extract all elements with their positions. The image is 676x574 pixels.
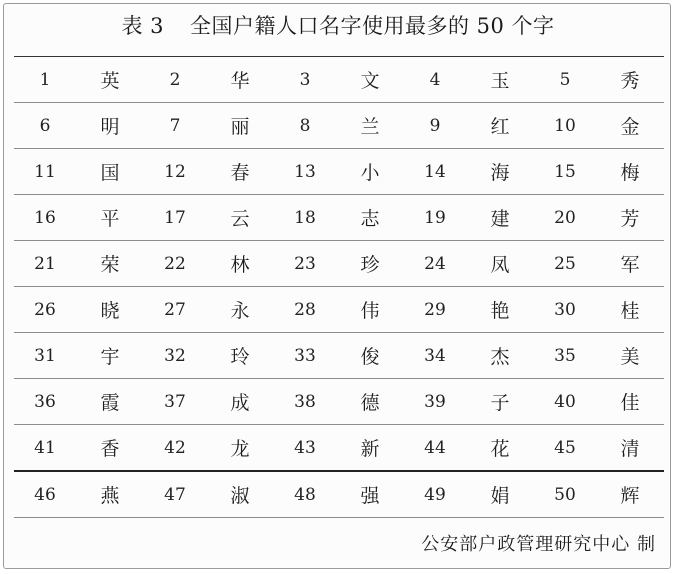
name-character: 华 [206,57,274,103]
name-character: 玲 [206,333,274,379]
name-character: 荣 [76,241,144,287]
name-character: 军 [596,241,664,287]
rank-number: 33 [274,333,336,379]
rank-number: 30 [534,287,596,333]
name-character: 新 [336,425,404,472]
name-character: 珍 [336,241,404,287]
name-character: 国 [76,149,144,195]
rank-number: 40 [534,379,596,425]
rank-number: 12 [144,149,206,195]
table-row [14,103,664,149]
name-character: 春 [206,149,274,195]
name-character: 佳 [596,379,664,425]
name-character: 子 [466,379,534,425]
name-character: 清 [596,425,664,472]
name-character: 金 [596,103,664,149]
table-row [14,195,664,241]
name-character: 霞 [76,379,144,425]
name-character: 香 [76,425,144,472]
rank-number: 1 [14,57,76,103]
rank-number: 16 [14,195,76,241]
rank-number: 24 [404,241,466,287]
rank-number: 21 [14,241,76,287]
name-character: 杰 [466,333,534,379]
name-character: 玉 [466,57,534,103]
rank-number: 48 [274,471,336,518]
table-row [14,425,664,472]
rank-number: 31 [14,333,76,379]
name-character: 伟 [336,287,404,333]
rank-number: 14 [404,149,466,195]
rank-number: 19 [404,195,466,241]
rank-number: 50 [534,471,596,518]
name-character: 桂 [596,287,664,333]
name-character: 龙 [206,425,274,472]
rank-number: 3 [274,57,336,103]
name-character: 成 [206,379,274,425]
name-character: 梅 [596,149,664,195]
name-character: 芳 [596,195,664,241]
table-title [0,12,676,40]
table-container [14,56,664,518]
rank-number: 23 [274,241,336,287]
rank-number: 28 [274,287,336,333]
rank-number: 11 [14,149,76,195]
name-character: 辉 [596,471,664,518]
name-character: 云 [206,195,274,241]
rank-number: 15 [534,149,596,195]
rank-number: 37 [144,379,206,425]
name-character: 永 [206,287,274,333]
name-character: 明 [76,103,144,149]
table-body [14,57,664,518]
name-character: 娟 [466,471,534,518]
rank-number: 4 [404,57,466,103]
table-row [14,379,664,425]
rank-number: 34 [404,333,466,379]
rank-number: 46 [14,471,76,518]
table-row [14,241,664,287]
rank-number: 43 [274,425,336,472]
rank-number: 20 [534,195,596,241]
rank-number: 2 [144,57,206,103]
rank-number: 17 [144,195,206,241]
rank-number: 9 [404,103,466,149]
rank-number: 49 [404,471,466,518]
table-row [14,149,664,195]
rank-number: 32 [144,333,206,379]
source-credit: 公安部户政管理研究中心 制 [421,534,656,555]
rank-number: 35 [534,333,596,379]
name-character: 红 [466,103,534,149]
rank-number: 38 [274,379,336,425]
rank-number: 13 [274,149,336,195]
rank-number: 8 [274,103,336,149]
rank-number: 6 [14,103,76,149]
table-row [14,287,664,333]
table-row [14,333,664,379]
rank-number: 10 [534,103,596,149]
rank-number: 39 [404,379,466,425]
table-title-text: 全国户籍人口名字使用最多的 50 个字 [189,14,555,38]
rank-number: 27 [144,287,206,333]
name-character: 建 [466,195,534,241]
name-character: 英 [76,57,144,103]
name-character: 俊 [336,333,404,379]
name-character: 兰 [336,103,404,149]
rank-number: 36 [14,379,76,425]
rank-number: 22 [144,241,206,287]
name-character: 德 [336,379,404,425]
rank-number: 5 [534,57,596,103]
rank-number: 7 [144,103,206,149]
name-character: 宇 [76,333,144,379]
name-character: 丽 [206,103,274,149]
rank-number: 18 [274,195,336,241]
name-character: 小 [336,149,404,195]
name-character: 秀 [596,57,664,103]
name-character: 凤 [466,241,534,287]
name-character: 艳 [466,287,534,333]
name-character: 强 [336,471,404,518]
table-row [14,471,664,518]
rank-number: 41 [14,425,76,472]
name-character: 文 [336,57,404,103]
name-character: 平 [76,195,144,241]
rank-number: 44 [404,425,466,472]
name-character: 晓 [76,287,144,333]
name-character: 燕 [76,471,144,518]
rank-number: 45 [534,425,596,472]
name-character: 花 [466,425,534,472]
name-character: 美 [596,333,664,379]
rank-number: 25 [534,241,596,287]
table-number-label: 表 3 [121,14,164,38]
rank-number: 29 [404,287,466,333]
name-character: 淑 [206,471,274,518]
name-character: 林 [206,241,274,287]
table-row [14,57,664,103]
names-table [14,56,664,518]
rank-number: 42 [144,425,206,472]
name-character: 志 [336,195,404,241]
name-character: 海 [466,149,534,195]
rank-number: 26 [14,287,76,333]
rank-number: 47 [144,471,206,518]
